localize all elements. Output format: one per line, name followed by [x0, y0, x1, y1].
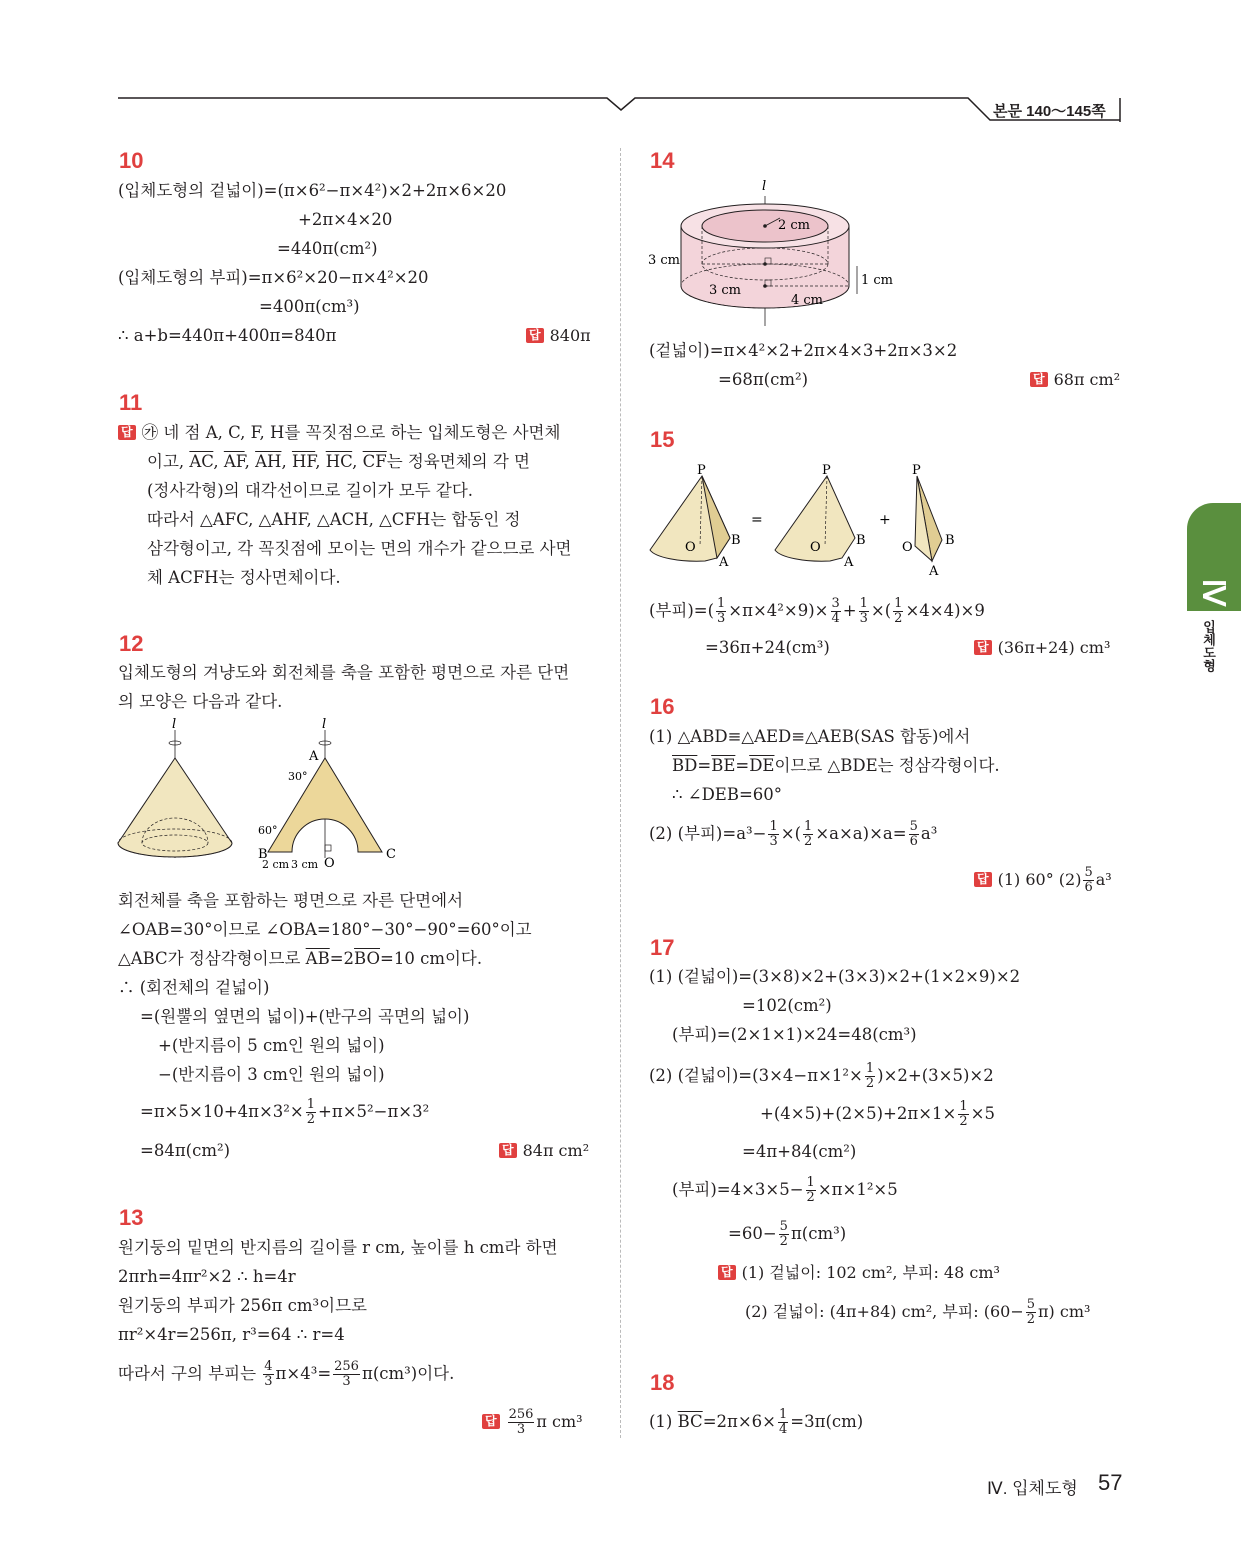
axis-l-label-1: l [172, 718, 177, 732]
cross-section [258, 718, 396, 871]
svg-text:O: O [685, 540, 696, 555]
p13-line4: πr²×4r=256π, r³=64 ∴ r=4 [118, 1325, 345, 1344]
p10-answer [526, 325, 591, 347]
svg-text:+: + [879, 512, 891, 528]
p16-line2: $\overline{BD}=\overline{BE}=\overline{DE}$이므로 △BDE는 정삼각형이다. [672, 756, 1000, 775]
p15-answer [974, 637, 1110, 659]
p12-line8: =π×5×10+4π×3²× $\frac{1}{2}$ +π×5²−π×3² [140, 1097, 430, 1127]
p12-answer [499, 1140, 589, 1162]
p16-line3: ∴ ∠DEB=60° [672, 785, 783, 804]
p17-line2: =102(cm²) [742, 996, 832, 1015]
problem-number-15: 15 [650, 427, 675, 452]
p15-line1: (부피)=( $\frac{1}{3}$ ×π×4²×9)× $\frac{3}{4}$ + $\frac{1}{3}$ ×( $\frac{1}{2}$ ×4×4)×9 [649, 596, 985, 626]
p12-line4: ∴ (회전체의 겉넓이) [118, 978, 270, 997]
p17-answer2: (2) 겉넓이: (4π+84) cm², 부피: (60− $\frac{5}{2}$ π) cm³ [745, 1297, 1091, 1327]
p10-answer-value: 840π [549, 326, 591, 345]
svg-text:A: A [844, 555, 854, 570]
svg-text:=: = [751, 512, 763, 528]
p12-line5: =(원뿔의 옆면의 넓이)+(반구의 곡면의 넓이) [140, 1007, 470, 1026]
problem-number-13: 13 [119, 1205, 144, 1230]
p11-line4: 따라서 △AFC, △AHF, △ACH, △CFH는 합동인 정 [147, 510, 521, 529]
p11-text1: ㉮ 네 점 A, C, F, H를 꼭짓점으로 하는 입체도형은 사면체 [141, 423, 561, 442]
svg-text:B: B [731, 533, 741, 548]
p12-intro2: 의 모양은 다음과 같다. [118, 692, 283, 711]
svg-text:4 cm: 4 cm [791, 293, 824, 308]
page-number: 57 [1098, 1470, 1123, 1495]
problem-number-18: 18 [650, 1370, 675, 1395]
svg-text:O: O [902, 540, 913, 555]
p10-line6: ∴ a+b=440π+400π=840π [118, 326, 337, 345]
p15-figure [645, 458, 975, 583]
p11-text2b: 는 정육면체의 각 면 [386, 452, 530, 471]
answer-tag: 답 [974, 872, 992, 887]
chapter-roman: Ⅳ [1196, 578, 1230, 607]
segment-hc: $\overline{HC}$ [325, 452, 353, 471]
problem-number-10: 10 [119, 148, 144, 173]
segment-ah: $\overline{AH}$ [255, 452, 282, 471]
answer-tag: 답 [482, 1414, 500, 1429]
p14-line1: (겉넓이)=π×4²×2+2π×4×3+2π×3×2 [649, 341, 958, 360]
problem-number-16: 16 [650, 694, 675, 719]
answer-tag: 답 [718, 1265, 736, 1280]
p13-line5: 따라서 구의 부피는 $\frac{4}{3}$ π×4³= $\frac{256}{3}$ π(cm³)이다. [118, 1359, 455, 1389]
p11-line2: 이고, $\overline{AC}$, $\overline{AF}$, $\overline{AH}$, $\overline{HF}$, $\overline{HC}$, $\overline{CF}$는 정육면체의 각 면 [147, 452, 530, 471]
p11-text2a: 이고, [147, 452, 190, 471]
p12-line9: =84π(cm²) [140, 1141, 231, 1160]
svg-text:3 cm: 3 cm [648, 253, 681, 268]
p17-line5: +(4×5)+(2×5)+2π×1× $\frac{1}{2}$ ×5 [760, 1099, 995, 1129]
svg-text:2 cm: 2 cm [778, 218, 811, 233]
p12-line1: 회전체를 축을 포함하는 평면으로 자른 단면에서 [118, 891, 464, 910]
problem-number-14: 14 [650, 148, 675, 173]
p13-line1: 원기둥의 밑면의 반지름의 길이를 r cm, 높이를 h cm라 하면 [118, 1238, 558, 1257]
p10-line1: (입체도형의 겉넓이)=(π×6²−π×4²)×2+2π×6×20 [118, 181, 507, 200]
svg-text:3 cm: 3 cm [291, 858, 319, 871]
p17-line1: (1) (겉넓이)=(3×8)×2+(3×3)×2+(1×2×9)×2 [649, 967, 1021, 986]
cone-with-hemisphere [118, 718, 232, 858]
problem-number-12: 12 [119, 631, 144, 656]
p14-answer [1030, 369, 1120, 391]
p16-answer: 답 (1) 60° (2) $\frac{5}{6}$ a³ [974, 866, 1112, 895]
p12-line6: +(반지름이 5 cm인 원의 넓이) [158, 1036, 385, 1055]
p11-line5: 삼각형이고, 각 꼭짓점에 모이는 면의 개수가 같으므로 사면 [147, 539, 572, 558]
answer-tag: 답 [118, 425, 136, 440]
p12-answer-value: 84π cm² [522, 1141, 590, 1160]
segment-ac: $\overline{AC}$ [189, 452, 214, 471]
p10-line4: (입체도형의 부피)=π×6²×20−π×4²×20 [118, 268, 429, 287]
p12-line7: −(반지름이 3 cm인 원의 넓이) [158, 1065, 385, 1084]
footer-chapter: Ⅳ. 입체도형 [987, 1479, 1078, 1498]
svg-text:P: P [822, 463, 831, 478]
answer-tag: 답 [526, 328, 544, 343]
svg-text:B: B [258, 847, 268, 862]
p16-line1: (1) △ABD≡△AED≡△AEB(SAS 합동)에서 [649, 727, 971, 746]
p17-line7: (부피)=4×3×5− $\frac{1}{2}$ ×π×1²×5 [672, 1175, 898, 1205]
p12-intro1: 입체도형의 겨냥도와 회전체를 축을 포함한 평면으로 자른 단면 [118, 663, 570, 682]
svg-text:A: A [309, 749, 319, 764]
svg-text:P: P [697, 463, 706, 478]
p13-answer: 답 $\frac{256}{3}$ π cm³ [482, 1408, 583, 1437]
p17-line6: =4π+84(cm²) [742, 1142, 857, 1161]
svg-text:P: P [912, 463, 921, 478]
answer-tag: 답 [974, 640, 992, 655]
svg-text:O: O [810, 540, 821, 555]
page-range: 본문 140～145쪽 [993, 103, 1106, 120]
svg-text:60°: 60° [258, 824, 278, 837]
p17-line4: (2) (겉넓이)=(3×4−π×1²× $\frac{1}{2}$ )×2+(3×5)×2 [649, 1061, 994, 1091]
column-divider [620, 148, 621, 1438]
svg-text:3 cm: 3 cm [709, 283, 742, 298]
segment-cf: $\overline{CF}$ [362, 452, 387, 471]
p13-answer-value: π cm³ [536, 1412, 583, 1431]
segment-hf: $\overline{HF}$ [291, 452, 316, 471]
svg-text:2 cm: 2 cm [262, 858, 290, 871]
svg-text:B: B [945, 533, 955, 548]
p16-line4: (2) (부피)=a³− $\frac{1}{3}$ ×( $\frac{1}{2}$ ×a×a)×a= $\frac{5}{6}$ a³ [649, 819, 938, 849]
svg-text:30°: 30° [288, 770, 308, 783]
p10-line3: =440π(cm²) [277, 239, 378, 258]
p14-line2: =68π(cm²) [718, 370, 809, 389]
p11-line6: 체 ACFH는 정사면체이다. [147, 568, 341, 587]
p10-line2: +2π×4×20 [298, 210, 393, 229]
svg-text:A: A [929, 564, 939, 579]
p10-line5: =400π(cm³) [259, 297, 360, 316]
p17-line3: (부피)=(2×1×1)×24=48(cm³) [672, 1025, 917, 1044]
p17-answer1: 답 (1) 겉넓이: 102 cm², 부피: 48 cm³ [718, 1262, 1000, 1284]
p12-line2: ∠OAB=30°이므로 ∠OBA=180°−30°−90°=60°이고 [118, 920, 532, 939]
chapter-side-label: 입체도형 [1201, 620, 1216, 672]
svg-text:B: B [856, 533, 866, 548]
p11-line3: (정사각형)의 대각선이므로 길이가 모두 같다. [147, 481, 474, 500]
svg-text:1 cm: 1 cm [861, 273, 894, 288]
problem-number-11: 11 [119, 390, 143, 415]
answer-tag: 답 [1030, 372, 1048, 387]
p13-line3: 원기둥의 부피가 256π cm³이므로 [118, 1296, 367, 1315]
p14-figure [645, 176, 905, 331]
svg-text:C: C [386, 847, 396, 862]
p11-line1 [118, 422, 560, 444]
p18-line1: (1) $\overline{BC}=2\pi\times 6\times$ $\frac{1}{4}$ =3π(cm) [649, 1407, 864, 1437]
p14-answer-value: 68π cm² [1053, 370, 1121, 389]
segment-af: $\overline{AF}$ [223, 452, 245, 471]
svg-text:l: l [762, 179, 767, 194]
problem-number-17: 17 [650, 935, 675, 960]
answer-tag: 답 [499, 1143, 517, 1158]
svg-text:O: O [324, 856, 335, 871]
p17-line8: =60− $\frac{5}{2}$ π(cm³) [728, 1219, 847, 1249]
svg-text:l: l [322, 718, 327, 732]
svg-text:A: A [719, 555, 729, 570]
p15-line2: =36π+24(cm³) [705, 638, 830, 657]
p13-line2: 2πrh=4πr²×2 ∴ h=4r [118, 1267, 296, 1286]
p15-answer-value: (36π+24) cm³ [997, 638, 1111, 657]
p12-figure [110, 718, 400, 878]
p12-line3: △ABC가 정삼각형이므로 $\overline{AB}=2\overline{BO}=10$ cm이다. [118, 949, 483, 968]
